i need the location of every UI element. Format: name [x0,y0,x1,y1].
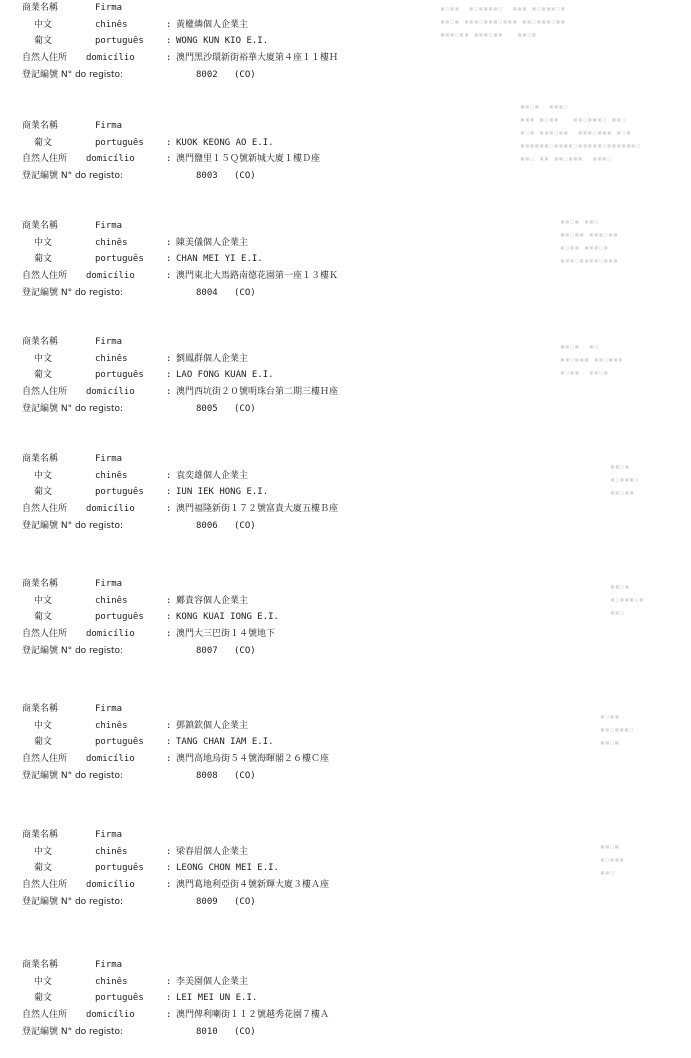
chinese-label-pt: chinês [95,19,128,30]
colon: : [166,504,172,515]
bleed-through-text: ▪▪▫▪ ▪▪▫ ▪▪▫▪▪ ▪▪▪▫▪▪ ▪▫▪▪ ▪▪▪▫▪ ▪▪▪▫▪▪▪▪▫▪▪▪ [560,217,618,265]
domicile-value: 澳門黑沙環新街裕華大廈第４座１１樓Ｈ [176,53,339,64]
portuguese-label-pt: português [95,737,144,748]
bleed-through-text: ▪▪▫▪ ▪▫ ▪▪▫▪▪▪ ▪▪▫▪▪▪ ▪▫▪▪ ▪▪▫▪ [560,342,623,377]
registry-number: 8009 [196,896,218,907]
domicile-label-cn: 自然人住所 [22,880,68,891]
registry-number: 8010 [196,1026,218,1037]
registry-number: 8003 [196,171,218,182]
bleed-through-text: ▪▪▫▪ ▪▫▪▪▪ ▪▪▫ [600,842,625,877]
colon: : [166,846,172,857]
portuguese-label-cn: 葡文 [34,612,53,623]
firm-label-cn: 商業名稱 [22,221,59,231]
domicile-label-cn: 自然人住所 [22,629,68,640]
registry-tag: (CO) [234,171,256,182]
chinese-name-value: 黃權燐個人企業主 [176,19,249,30]
portuguese-label-cn: 葡文 [34,370,53,381]
domicile-label-pt: domicílio [86,754,135,765]
chinese-label-cn: 中文 [34,846,53,857]
bleed-through-text: ▪▪▫▪ ▪▫▪▪▪▫ ▪▪▫▪▪ [610,462,639,497]
chinese-label-cn: 中文 [34,19,53,30]
firm-label-cn: 商業名稱 [22,337,59,347]
domicile-value: 澳門西坑街２０號明珠台第二期三樓Ｈ座 [176,387,339,398]
chinese-label-cn: 中文 [34,353,53,364]
firm-label-cn: 商業名稱 [22,830,59,840]
portuguese-label-pt: português [95,863,144,874]
chinese-name-value: 梁春眉個人企業主 [176,846,249,857]
registry-label: 登記編號 N° do registo: [22,770,124,781]
domicile-value: 澳門俾利喇街１１２號越秀花園７樓Ａ [176,1010,330,1021]
colon: : [166,720,172,731]
colon: : [166,993,172,1004]
domicile-label-pt: domicílio [86,504,135,515]
portuguese-label-cn: 葡文 [34,36,53,47]
chinese-label-pt: chinês [95,353,128,364]
domicile-value: 澳門福隆新街１７２號富貴大廈五樓Ｂ座 [176,504,339,515]
colon: : [166,612,172,623]
registry-number: 8006 [196,520,218,531]
registry-label: 登記編號 N° do registo: [22,287,124,298]
bleed-through-text: ▪▫▪▪ ▪▪▫▪▪▪▫ ▪▪▫▪ [600,712,634,747]
domicile-label-cn: 自然人住所 [22,271,68,282]
portuguese-label-cn: 葡文 [34,254,53,265]
domicile-label-pt: domicílio [86,1010,135,1021]
colon: : [166,53,172,64]
portuguese-name-value: LAO FONG KUAN E.I. [176,370,274,381]
domicile-label-pt: domicílio [86,271,135,282]
firm-label-pt: Firma [95,337,123,347]
colon: : [166,976,172,987]
chinese-label-cn: 中文 [34,595,53,606]
portuguese-label-cn: 葡文 [34,487,53,498]
portuguese-label-pt: português [95,993,144,1004]
firm-label-cn: 商業名稱 [22,960,59,970]
registry-tag: (CO) [234,69,256,80]
portuguese-name-value: LEI MEI UN E.I. [176,993,258,1004]
domicile-label-pt: domicílio [86,154,135,165]
chinese-label-pt: chinês [95,846,128,857]
domicile-label-cn: 自然人住所 [22,754,68,765]
registry-tag: (CO) [234,403,256,414]
portuguese-label-pt: português [95,137,144,148]
firm-label-pt: Firma [95,454,123,464]
colon: : [166,880,172,891]
portuguese-label-pt: português [95,36,144,47]
registry-tag: (CO) [234,1026,256,1037]
colon: : [166,754,172,765]
portuguese-name-value: WONG KUN KIO E.I. [176,36,269,47]
domicile-label-pt: domicílio [86,880,135,891]
registry-label: 登記編號 N° do registo: [22,403,124,414]
portuguese-name-value: KUOK KEONG AO E.I. [176,137,274,148]
firm-label-pt: Firma [95,704,123,714]
chinese-label-pt: chinês [95,720,128,731]
colon: : [166,353,172,364]
portuguese-label-cn: 葡文 [34,863,53,874]
chinese-label-cn: 中文 [34,976,53,987]
domicile-value: 澳門大三巴街１４號地下 [176,629,276,640]
colon: : [166,387,172,398]
colon: : [166,370,172,381]
registry-number: 8002 [196,69,218,80]
chinese-label-cn: 中文 [34,720,53,731]
registry-number: 8005 [196,403,218,414]
portuguese-label-cn: 葡文 [34,993,53,1004]
firm-label-pt: Firma [95,830,123,840]
registry-tag: (CO) [234,520,256,531]
colon: : [166,470,172,481]
bleed-through-text: ▪▫▪▪ ▪▫▪▪▪▪▫ ▪▪▪ ▪▫▪▪▪▫▪ ▪▪▫▪ ▪▪▪▫▪▪▪▫▪▪▪ ▪▪▫▪▪▪▫▪▪ ▪▪▪▫▪▪ ▪▪▪▫▪▪ ▪▪▫▪ [440,4,566,39]
colon: : [166,154,172,165]
firm-label-pt: Firma [95,221,123,231]
registry-tag: (CO) [234,287,256,298]
chinese-label-cn: 中文 [34,470,53,481]
domicile-label-pt: domicílio [86,629,135,640]
registry-label: 登記編號 N° do registo: [22,520,124,531]
portuguese-label-cn: 葡文 [34,137,53,148]
colon: : [166,737,172,748]
chinese-name-value: 鄺貴容個人企業主 [176,595,249,606]
chinese-name-value: 袁奕雄個人企業主 [176,470,249,481]
chinese-label-pt: chinês [95,595,128,606]
chinese-name-value: 李美園個人企業主 [176,976,249,987]
domicile-label-pt: domicílio [86,387,135,398]
colon: : [166,1010,172,1021]
registry-tag: (CO) [234,896,256,907]
chinese-name-value: 陳美儀個人企業主 [176,237,249,248]
domicile-label-cn: 自然人住所 [22,154,68,165]
registry-label: 登記編號 N° do registo: [22,69,124,80]
chinese-name-value: 鄧鎮欽個人企業主 [176,720,249,731]
colon: : [166,863,172,874]
colon: : [166,271,172,282]
domicile-label-cn: 自然人住所 [22,504,68,515]
registry-label: 登記編號 N° do registo: [22,645,124,656]
firm-label-cn: 商業名稱 [22,454,59,464]
bleed-through-text: ▪▪▫▪ ▪▫▪▪▪▫▪ ▪▪▫ [610,582,644,617]
registry-label: 登記編號 N° do registo: [22,896,124,907]
bleed-through-text: ▪▪▫▪ ▪▪▪▫ ▪▪▪ ▪▫▪▪ ▪▪▫▪▪▪▫ ▪▪▫ ▪▫▪ ▪▪▪▫▪▪ ▪▪▪▫▪▪▪ ▪▫▪ ▪▪▪▪▪▪▫▪▪▪▪▫▪▪▪▪▪▫▪▪▪▪▪▪▫ ▪▪▫ ▪▪ ▪▪▫▪▪▪ ▪▪▪▫ [520,102,641,163]
colon: : [166,137,172,148]
chinese-label-cn: 中文 [34,237,53,248]
portuguese-name-value: IUN IEK HONG E.I. [176,487,269,498]
portuguese-label-pt: português [95,254,144,265]
colon: : [166,19,172,30]
domicile-value: 澳門東北大馬路南德花園第一座１３樓Ｋ [176,271,339,282]
colon: : [166,237,172,248]
domicile-label-pt: domicílio [86,53,135,64]
registry-tag: (CO) [234,770,256,781]
firm-label-cn: 商業名稱 [22,704,59,714]
registry-label: 登記編號 N° do registo: [22,171,124,182]
portuguese-name-value: CHAN MEI YI E.I. [176,254,263,265]
registry-number: 8004 [196,287,218,298]
colon: : [166,629,172,640]
firm-label-cn: 商業名稱 [22,579,59,589]
domicile-label-cn: 自然人住所 [22,1010,68,1021]
registry-number: 8007 [196,645,218,656]
firm-label-cn: 商業名稱 [22,121,59,131]
firm-label-pt: Firma [95,960,123,970]
registry-label: 登記編號 N° do registo: [22,1026,124,1037]
registry-number: 8008 [196,770,218,781]
registry-tag: (CO) [234,645,256,656]
firm-label-pt: Firma [95,579,123,589]
colon: : [166,36,172,47]
portuguese-name-value: KONG KUAI IONG E.I. [176,612,279,623]
chinese-label-pt: chinês [95,976,128,987]
colon: : [166,254,172,265]
colon: : [166,487,172,498]
chinese-label-pt: chinês [95,470,128,481]
domicile-label-cn: 自然人住所 [22,387,68,398]
portuguese-label-pt: português [95,370,144,381]
firm-label-pt: Firma [95,121,123,131]
firm-label-cn: 商業名稱 [22,3,59,13]
domicile-value: 澳門高地烏街５４號海暉閣２６樓Ｃ座 [176,754,330,765]
domicile-value: 澳門葛地利亞街４號新輝大廈３樓Ａ座 [176,880,330,891]
portuguese-name-value: TANG CHAN IAM E.I. [176,737,274,748]
portuguese-label-pt: português [95,487,144,498]
chinese-label-pt: chinês [95,237,128,248]
domicile-label-cn: 自然人住所 [22,53,68,64]
portuguese-label-pt: português [95,612,144,623]
chinese-name-value: 劉鳳群個人企業主 [176,353,249,364]
portuguese-name-value: LEONG CHON MEI E.I. [176,863,279,874]
domicile-value: 澳門鹽里１５Ｑ號新城大廈１樓Ｄ座 [176,154,321,165]
firm-label-pt: Firma [95,3,123,13]
colon: : [166,595,172,606]
portuguese-label-cn: 葡文 [34,737,53,748]
